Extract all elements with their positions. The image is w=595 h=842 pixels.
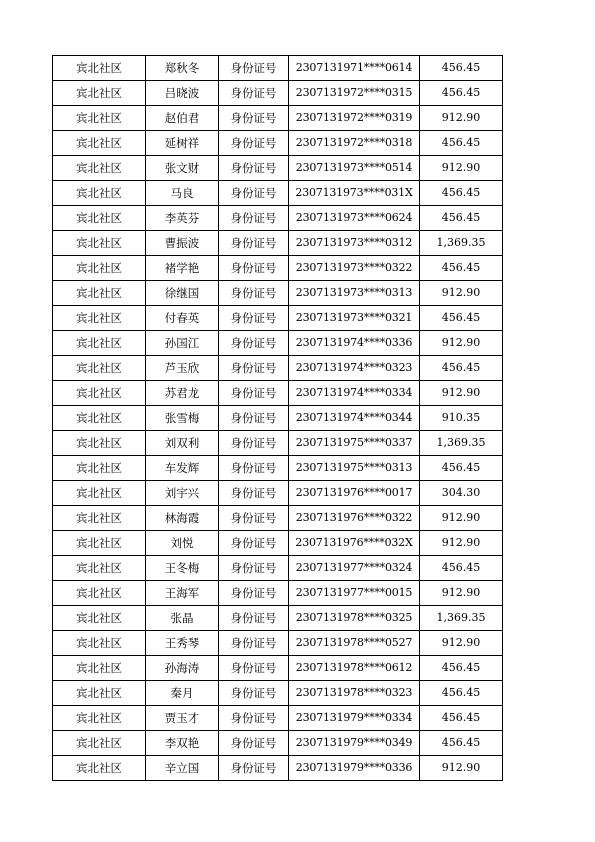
amount-cell: 456.45 [420, 656, 503, 681]
id-number-cell: 2307131973****031X [289, 181, 420, 206]
table-row [53, 656, 503, 681]
id-type-cell: 身份证号 [219, 381, 289, 406]
amount-cell: 912.90 [420, 756, 503, 781]
name-cell: 张雪梅 [146, 406, 219, 431]
id-type-cell: 身份证号 [219, 706, 289, 731]
id-type-cell: 身份证号 [219, 431, 289, 456]
id-number-cell: 2307131974****0323 [289, 356, 420, 381]
community-cell: 宾北社区 [53, 431, 146, 456]
id-type-cell: 身份证号 [219, 731, 289, 756]
name-cell: 褚学艳 [146, 256, 219, 281]
name-cell: 李双艳 [146, 731, 219, 756]
name-cell: 王海军 [146, 581, 219, 606]
community-cell: 宾北社区 [53, 681, 146, 706]
community-cell: 宾北社区 [53, 156, 146, 181]
table-row [53, 131, 503, 156]
table-row [53, 81, 503, 106]
name-cell: 徐继国 [146, 281, 219, 306]
community-cell: 宾北社区 [53, 481, 146, 506]
community-cell: 宾北社区 [53, 506, 146, 531]
table-row [53, 456, 503, 481]
community-cell: 宾北社区 [53, 181, 146, 206]
name-cell: 赵伯君 [146, 106, 219, 131]
id-type-cell: 身份证号 [219, 556, 289, 581]
table-row [53, 381, 503, 406]
name-cell: 秦月 [146, 681, 219, 706]
table-row [53, 331, 503, 356]
roster-table-body [53, 56, 503, 781]
name-cell: 刘悦 [146, 531, 219, 556]
id-number-cell: 2307131977****0015 [289, 581, 420, 606]
name-cell: 吕晓波 [146, 81, 219, 106]
table-row [53, 156, 503, 181]
id-type-cell: 身份证号 [219, 206, 289, 231]
community-cell: 宾北社区 [53, 706, 146, 731]
community-cell: 宾北社区 [53, 656, 146, 681]
id-number-cell: 2307131976****0017 [289, 481, 420, 506]
id-number-cell: 2307131973****0514 [289, 156, 420, 181]
table-row [53, 281, 503, 306]
amount-cell: 456.45 [420, 256, 503, 281]
name-cell: 刘宇兴 [146, 481, 219, 506]
id-type-cell: 身份证号 [219, 56, 289, 81]
name-cell: 延树祥 [146, 131, 219, 156]
id-type-cell: 身份证号 [219, 181, 289, 206]
table-row [53, 756, 503, 781]
id-number-cell: 2307131977****0324 [289, 556, 420, 581]
table-row [53, 181, 503, 206]
amount-cell: 456.45 [420, 306, 503, 331]
amount-cell: 456.45 [420, 206, 503, 231]
community-cell: 宾北社区 [53, 731, 146, 756]
community-cell: 宾北社区 [53, 556, 146, 581]
id-number-cell: 2307131974****0336 [289, 331, 420, 356]
amount-cell: 456.45 [420, 181, 503, 206]
id-type-cell: 身份证号 [219, 456, 289, 481]
amount-cell: 912.90 [420, 506, 503, 531]
id-type-cell: 身份证号 [219, 581, 289, 606]
id-number-cell: 2307131979****0349 [289, 731, 420, 756]
community-cell: 宾北社区 [53, 231, 146, 256]
table-row [53, 481, 503, 506]
table-row [53, 306, 503, 331]
id-number-cell: 2307131975****0337 [289, 431, 420, 456]
id-type-cell: 身份证号 [219, 331, 289, 356]
name-cell: 辛立国 [146, 756, 219, 781]
name-cell: 苏君龙 [146, 381, 219, 406]
name-cell: 刘双利 [146, 431, 219, 456]
id-type-cell: 身份证号 [219, 531, 289, 556]
id-number-cell: 2307131972****0318 [289, 131, 420, 156]
table-row [53, 231, 503, 256]
community-cell: 宾北社区 [53, 631, 146, 656]
id-type-cell: 身份证号 [219, 656, 289, 681]
id-type-cell: 身份证号 [219, 231, 289, 256]
id-number-cell: 2307131979****0336 [289, 756, 420, 781]
table-row [53, 56, 503, 81]
amount-cell: 912.90 [420, 281, 503, 306]
table-row [53, 356, 503, 381]
amount-cell: 456.45 [420, 681, 503, 706]
community-cell: 宾北社区 [53, 531, 146, 556]
name-cell: 张文财 [146, 156, 219, 181]
community-cell: 宾北社区 [53, 406, 146, 431]
name-cell: 林海霞 [146, 506, 219, 531]
amount-cell: 912.90 [420, 581, 503, 606]
community-cell: 宾北社区 [53, 331, 146, 356]
community-cell: 宾北社区 [53, 306, 146, 331]
name-cell: 张晶 [146, 606, 219, 631]
id-type-cell: 身份证号 [219, 156, 289, 181]
id-type-cell: 身份证号 [219, 606, 289, 631]
id-number-cell: 2307131975****0313 [289, 456, 420, 481]
id-number-cell: 2307131974****0344 [289, 406, 420, 431]
id-number-cell: 2307131973****0321 [289, 306, 420, 331]
id-number-cell: 2307131978****0612 [289, 656, 420, 681]
amount-cell: 456.45 [420, 56, 503, 81]
table-row [53, 206, 503, 231]
id-number-cell: 2307131973****0322 [289, 256, 420, 281]
id-number-cell: 2307131972****0315 [289, 81, 420, 106]
amount-cell: 912.90 [420, 381, 503, 406]
id-number-cell: 2307131973****0313 [289, 281, 420, 306]
id-number-cell: 2307131974****0334 [289, 381, 420, 406]
amount-cell: 1,369.35 [420, 231, 503, 256]
table-row [53, 406, 503, 431]
amount-cell: 456.45 [420, 731, 503, 756]
name-cell: 孙海涛 [146, 656, 219, 681]
id-type-cell: 身份证号 [219, 306, 289, 331]
table-row [53, 531, 503, 556]
name-cell: 车发辉 [146, 456, 219, 481]
community-cell: 宾北社区 [53, 56, 146, 81]
amount-cell: 456.45 [420, 81, 503, 106]
amount-cell: 912.90 [420, 331, 503, 356]
community-cell: 宾北社区 [53, 256, 146, 281]
id-type-cell: 身份证号 [219, 131, 289, 156]
amount-cell: 1,369.35 [420, 431, 503, 456]
id-type-cell: 身份证号 [219, 256, 289, 281]
community-cell: 宾北社区 [53, 206, 146, 231]
id-number-cell: 2307131973****0312 [289, 231, 420, 256]
amount-cell: 912.90 [420, 106, 503, 131]
community-cell: 宾北社区 [53, 606, 146, 631]
amount-cell: 456.45 [420, 456, 503, 481]
amount-cell: 912.90 [420, 631, 503, 656]
community-cell: 宾北社区 [53, 356, 146, 381]
name-cell: 王秀琴 [146, 631, 219, 656]
table-row [53, 631, 503, 656]
amount-cell: 1,369.35 [420, 606, 503, 631]
amount-cell: 910.35 [420, 406, 503, 431]
table-row [53, 506, 503, 531]
community-cell: 宾北社区 [53, 281, 146, 306]
id-number-cell: 2307131976****0322 [289, 506, 420, 531]
community-cell: 宾北社区 [53, 131, 146, 156]
community-cell: 宾北社区 [53, 581, 146, 606]
table-row [53, 431, 503, 456]
name-cell: 付春英 [146, 306, 219, 331]
table-row [53, 681, 503, 706]
subsidy-roster-table [52, 55, 503, 781]
amount-cell: 912.90 [420, 156, 503, 181]
id-number-cell: 2307131979****0334 [289, 706, 420, 731]
table-row [53, 256, 503, 281]
table-row [53, 706, 503, 731]
name-cell: 曹振波 [146, 231, 219, 256]
table-row [53, 581, 503, 606]
community-cell: 宾北社区 [53, 106, 146, 131]
table-row [53, 556, 503, 581]
name-cell: 李英芬 [146, 206, 219, 231]
id-type-cell: 身份证号 [219, 106, 289, 131]
id-type-cell: 身份证号 [219, 81, 289, 106]
community-cell: 宾北社区 [53, 381, 146, 406]
id-type-cell: 身份证号 [219, 481, 289, 506]
id-number-cell: 2307131978****0527 [289, 631, 420, 656]
id-number-cell: 2307131978****0325 [289, 606, 420, 631]
id-number-cell: 2307131978****0323 [289, 681, 420, 706]
table-row [53, 731, 503, 756]
name-cell: 马良 [146, 181, 219, 206]
id-number-cell: 2307131973****0624 [289, 206, 420, 231]
name-cell: 芦玉欣 [146, 356, 219, 381]
community-cell: 宾北社区 [53, 756, 146, 781]
id-number-cell: 2307131971****0614 [289, 56, 420, 81]
id-type-cell: 身份证号 [219, 281, 289, 306]
id-type-cell: 身份证号 [219, 406, 289, 431]
name-cell: 王冬梅 [146, 556, 219, 581]
amount-cell: 456.45 [420, 356, 503, 381]
amount-cell: 456.45 [420, 706, 503, 731]
id-type-cell: 身份证号 [219, 506, 289, 531]
amount-cell: 304.30 [420, 481, 503, 506]
name-cell: 郑秋冬 [146, 56, 219, 81]
id-number-cell: 2307131976****032X [289, 531, 420, 556]
community-cell: 宾北社区 [53, 81, 146, 106]
name-cell: 孙国江 [146, 331, 219, 356]
amount-cell: 912.90 [420, 531, 503, 556]
amount-cell: 456.45 [420, 556, 503, 581]
name-cell: 贾玉才 [146, 706, 219, 731]
table-row [53, 606, 503, 631]
id-type-cell: 身份证号 [219, 356, 289, 381]
id-number-cell: 2307131972****0319 [289, 106, 420, 131]
amount-cell: 456.45 [420, 131, 503, 156]
id-type-cell: 身份证号 [219, 631, 289, 656]
id-type-cell: 身份证号 [219, 681, 289, 706]
id-type-cell: 身份证号 [219, 756, 289, 781]
community-cell: 宾北社区 [53, 456, 146, 481]
table-row [53, 106, 503, 131]
